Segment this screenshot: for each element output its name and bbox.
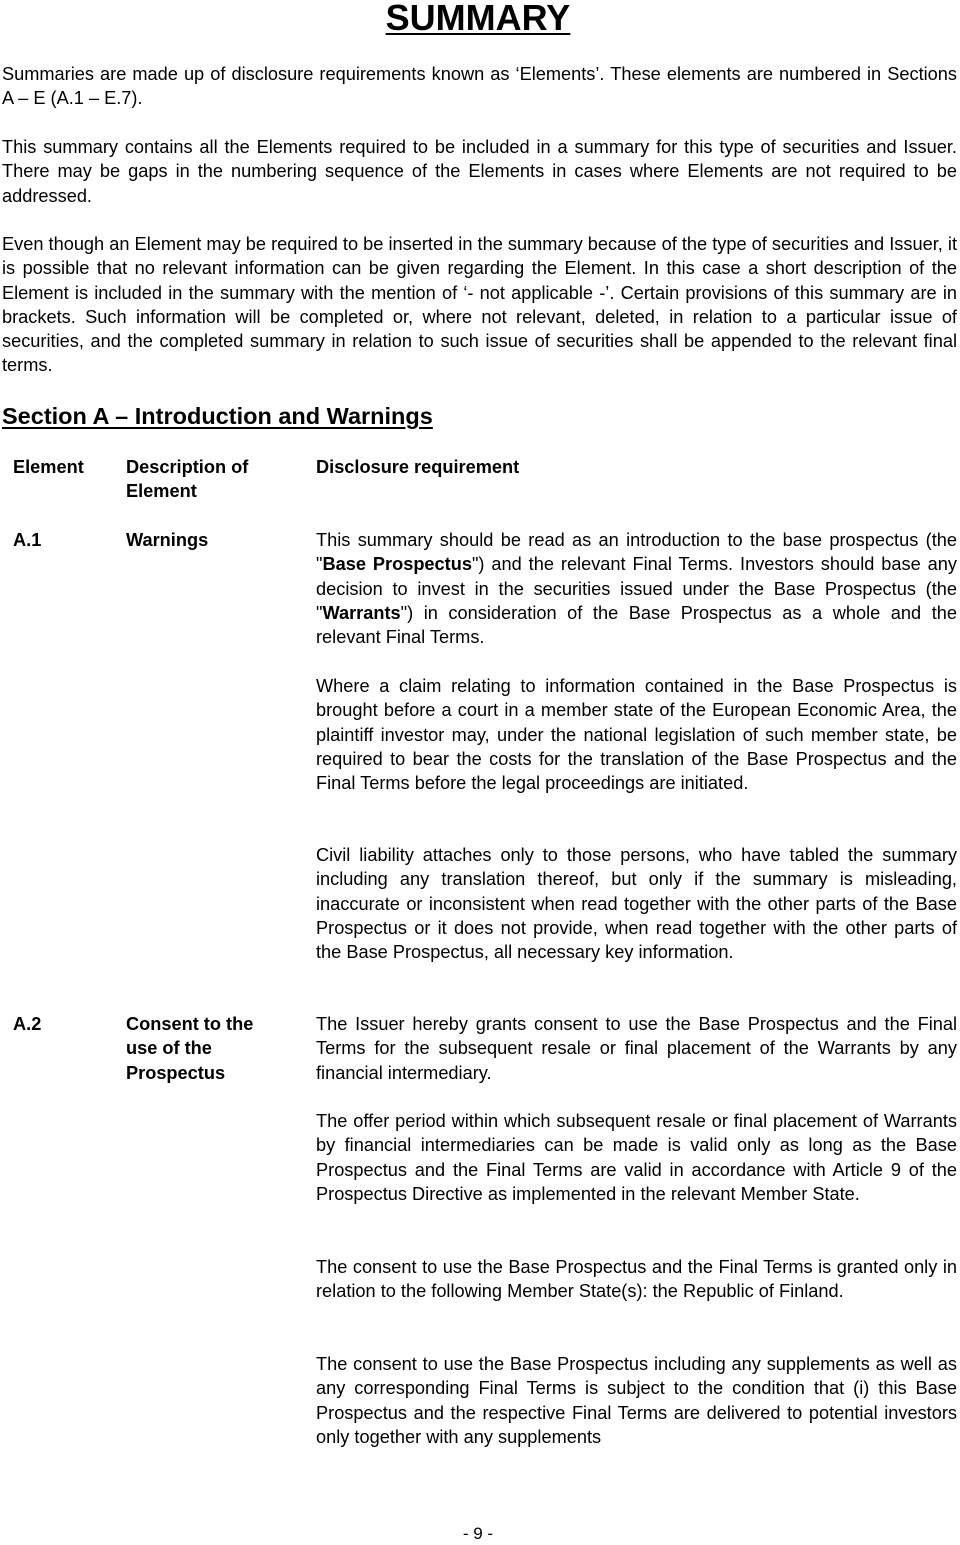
- element-a2-number: A.2: [13, 1014, 42, 1034]
- warrants-term: Warrants: [322, 602, 401, 623]
- element-a2-paragraph-4: The consent to use the Base Prospectus including any supplements as well as any corresponding Final Terms is subject to the condition that (i) this Base Prospectus and the respective Final Terms are delivered to potential investors only together with any supplements: [316, 1354, 957, 1447]
- element-a2-paragraph-3: The consent to use the Base Prospectus and the Final Terms is granted only in relation to the following Member State(s): the Republic of Finland.: [316, 1257, 957, 1302]
- column-header-description: Description of Element: [126, 457, 249, 502]
- element-a2-paragraph-1: The Issuer hereby grants consent to use the Base Prospectus and the Final Terms for the subsequent resale or final placement of the Warrants by any financial intermediary.: [316, 1014, 957, 1083]
- intro-paragraph-2: This summary contains all the Elements required to be included in a summary for this type of securities and Issuer. There may be gaps in the numbering sequence of the Elements in cases where Elements are not required to be addressed.: [2, 137, 957, 206]
- column-header-disclosure: Disclosure requirement: [316, 457, 520, 477]
- element-a2-paragraph-2: The offer period within which subsequent resale or final placement of Warrants by financial intermediaries can be made is valid only as long as the Base Prospectus and the Final Terms are valid in accordance with Article 9 of the Prospectus Directive as implemented in the relevant Member State.: [316, 1111, 957, 1204]
- element-a1-number: A.1: [13, 530, 42, 550]
- element-a1-description: Warnings: [126, 530, 209, 550]
- page-number: - 9 -: [462, 1524, 494, 1543]
- element-a2-description: Consent to the use of the Prospectus: [126, 1014, 254, 1083]
- section-a-heading: Section A – Introduction and Warnings: [2, 403, 433, 429]
- element-a1-paragraph-1: This summary should be read as an introduction to the base prospectus (the "Base Prospectus") and the relevant Final Terms. Investors should base any decision to invest in the securities issued under the Base Prospectus (the "Warrants") in consideration of the Base Prospectus as a whole and the relevant Final Terms.: [316, 530, 957, 648]
- element-a1-paragraph-2: Where a claim relating to information contained in the Base Prospectus is brought before a court in a member state of the European Economic Area, the plaintiff investor may, under the national legislation of such member state, be required to bear the costs for the translation of the Base Prospectus and the Final Terms before the legal proceedings are initiated.: [316, 676, 957, 794]
- base-prospectus-term: Base Prospectus: [322, 554, 472, 575]
- element-a1-paragraph-3: Civil liability attaches only to those persons, who have tabled the summary including any translation thereof, but only if the summary is misleading, inaccurate or inconsistent when read together with the other parts of the Base Prospectus or it does not provide, when read together with the other parts of the Base Prospectus, all necessary key information.: [316, 845, 957, 963]
- intro-paragraph-1: Summaries are made up of disclosure requirements known as ‘Elements’. These elements are numbered in Sections A – E (A.1 – E.7).: [2, 64, 957, 109]
- page-title: SUMMARY: [385, 0, 571, 38]
- column-header-element: Element: [13, 457, 84, 477]
- intro-paragraph-3: Even though an Element may be required to be inserted in the summary because of the type of securities and Issuer, it is possible that no relevant information can be given regarding the Element. In this case a short description of the Element is included in the summary with the mention of ‘- not applicable -’. Certain provisions of this summary are in brackets. Such information will be completed or, where not relevant, deleted, in relation to a particular issue of securities, and the completed summary in relation to such issue of securities shall be appended to the relevant final terms.: [2, 234, 957, 376]
